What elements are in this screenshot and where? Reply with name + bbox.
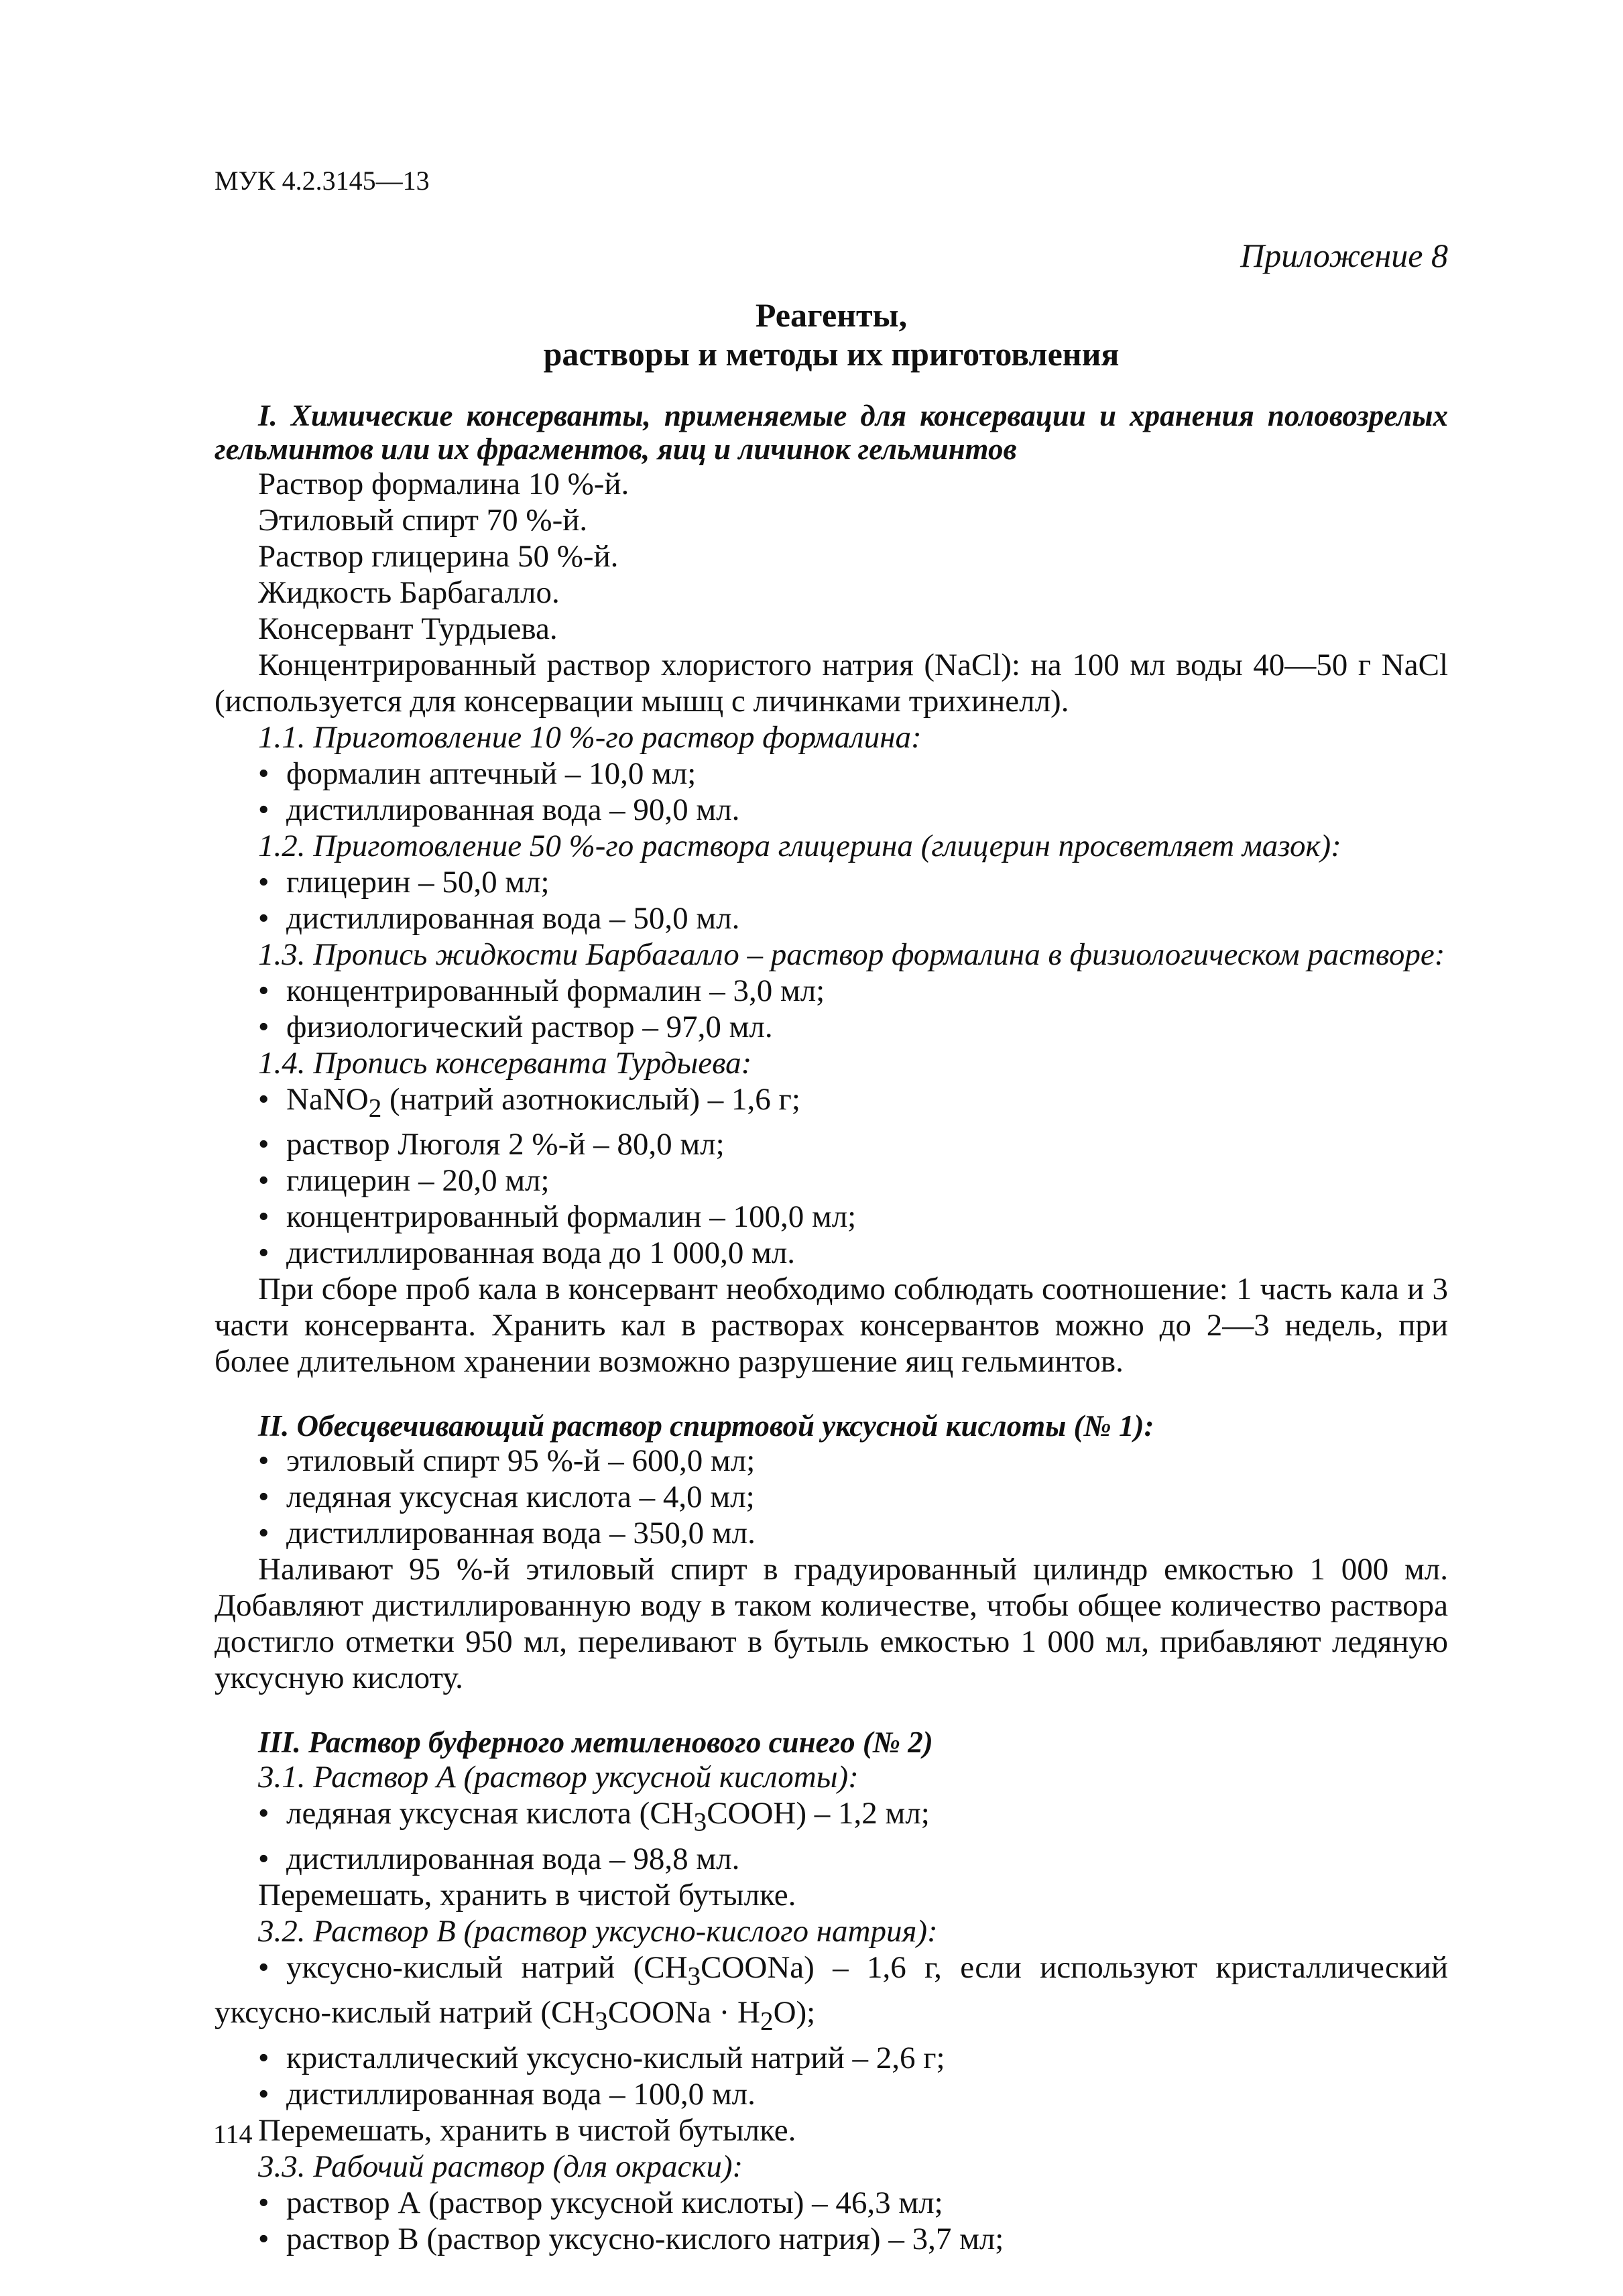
preservative-item: Жидкость Барбагалло. <box>258 575 560 610</box>
bullet-marker: • <box>258 1163 269 1199</box>
bullet-marker: • <box>258 1010 269 1044</box>
list-item: • раствор Люголя 2 %-й – 80,0 мл; <box>258 1127 725 1162</box>
bullet-marker: • <box>258 1082 269 1117</box>
bullet-marker: • <box>258 1841 269 1876</box>
section-spacer <box>215 1380 1448 1409</box>
list-item: • дистиллированная вода – 50,0 мл. <box>258 901 740 936</box>
list-item: • физиологический раствор – 97,0 мл. <box>258 1010 773 1044</box>
subsection-1-1-heading: 1.1. Приготовление 10 %-го раствор формалина: <box>258 720 922 755</box>
bullet-marker: • <box>258 1235 269 1271</box>
bullet-marker: • <box>258 2076 269 2112</box>
subsection-1-4-heading: 1.4. Пропись консерванта Турдыева: <box>258 1046 752 1081</box>
bullet-marker: • <box>258 756 269 791</box>
document-code: МУК 4.2.3145—13 <box>215 166 430 196</box>
bullet-marker: • <box>258 2221 269 2256</box>
bullet-marker: • <box>258 973 269 1008</box>
list-item: • кристаллический уксусно-кислый натрий – 2,6 г; <box>258 2040 945 2075</box>
bullet-marker: • <box>258 2040 269 2075</box>
list-item: • глицерин – 20,0 мл; <box>258 1163 550 1199</box>
list-item: • глицерин – 50,0 мл; <box>258 865 550 900</box>
bullet-marker: • <box>258 901 269 936</box>
list-item: • раствор А (раствор уксусной кислоты) – 46,3 мл; <box>258 2185 943 2220</box>
section-1-heading: I. Химические консерванты, применяемые для консервации и хранения половозрелых гельминтов или их фрагментов, яиц и личинок гельминтов <box>215 399 1448 466</box>
list-item: • дистиллированная вода – 98,8 мл. <box>258 1841 740 1876</box>
subsection-3-3-heading: 3.3. Рабочий раствор (для окраски): <box>258 2149 743 2184</box>
list-item: • дистиллированная вода до 1 000,0 мл. <box>258 1235 796 1271</box>
list-item: • ледяная уксусная кислота $(CH_3COOH) - 1,2$ мл; <box>258 1796 930 1837</box>
subsection-3-2-heading: 3.2. Раствор В (раствор уксусно-кислого натрия): <box>258 1913 938 1949</box>
list-item: • NaNO$_2$ (натрий азотнокислый) – 1,6 г; <box>258 1082 800 1123</box>
bullet-marker: • <box>258 1479 269 1515</box>
bullet-marker: • <box>258 1127 269 1162</box>
bullet-marker: • <box>258 2185 269 2220</box>
bullet-marker: • <box>258 1796 269 1831</box>
list-item: • этиловый спирт 95 %-й – 600,0 мл; <box>258 1443 756 1479</box>
bullet-marker: • <box>258 1516 269 1551</box>
title-line-2: растворы и методы их приготовления <box>543 335 1120 373</box>
mix-note: Перемешать, хранить в чистой бутылке. <box>258 2112 796 2148</box>
document-page <box>215 164 1448 2257</box>
mix-note: Перемешать, хранить в чистой бутылке. <box>258 1877 796 1913</box>
subsection-1-3-heading: 1.3. Пропись жидкости Барбагалло – раствор формалина в физиологическом растворе: <box>258 937 1445 972</box>
list-item: • дистиллированная вода – 100,0 мл. <box>258 2076 756 2112</box>
list-item: • дистиллированная вода – 350,0 мл. <box>258 1516 756 1551</box>
list-item: • концентрированный формалин – 100,0 мл; <box>258 1199 857 1235</box>
bullet-marker: • <box>258 865 269 900</box>
nacl-paragraph: Концентрированный раствор хлористого натрия (NaCl): на 100 мл воды 40—50 г NaCl (используется для консервации мышц с личинками трихинелл). <box>215 648 1448 719</box>
storage-paragraph: При сборе проб кала в консервант необходимо соблюдать соотношение: 1 часть кала и 3 части консерванта. Хранить кал в растворах консервантов можно до 2—3 недель, при более длительном хранении возможно разрушение яиц гельминтов. <box>215 1272 1448 1380</box>
section-spacer <box>215 1696 1448 1726</box>
list-item: • уксусно-кислый натрий $(CH_3COONa) - 1,6$ г, если используют кристаллический уксусно-кислый натрий $(CH_3COONa \cdot H_2O)$; <box>215 1949 1449 2036</box>
subsection-1-2-heading: 1.2. Приготовление 50 %-го раствора глицерина (глицерин просветляет мазок): <box>258 829 1341 863</box>
bullet-marker: • <box>258 792 269 827</box>
preservative-item: Раствор формалина 10 %-й. <box>258 467 629 501</box>
title-line-1: Реагенты, <box>755 296 908 334</box>
list-item: • дистиллированная вода – 90,0 мл. <box>258 792 740 827</box>
page-title <box>215 296 1448 373</box>
bullet-marker: • <box>258 1443 269 1479</box>
section-2-paragraph: Наливают 95 %-й этиловый спирт в градуированный цилиндр емкостью 1 000 мл. Добавляют дистиллированную воду в таком количестве, чтобы общее количество раствора достигло отметки 950 мл, переливают в бутыль емкостью 1 000 мл, прибавляют ледяную уксусную кислоту. <box>215 1552 1448 1696</box>
bullet-marker: • <box>258 1199 269 1235</box>
bullet-marker: • <box>258 1949 269 1985</box>
list-item: • раствор В (раствор уксусно-кислого натрия) – 3,7 мл; <box>258 2221 1004 2256</box>
section-2-heading: II. Обесцвечивающий раствор спиртовой уксусной кислоты (№ 1): <box>258 1409 1154 1443</box>
list-item: • формалин аптечный – 10,0 мл; <box>258 756 697 791</box>
preservative-item: Этиловый спирт 70 %-й. <box>258 503 588 538</box>
preservative-item: Раствор глицерина 50 %-й. <box>258 539 619 574</box>
section-3-heading: III. Раствор буферного метиленового синего (№ 2) <box>258 1726 933 1760</box>
subsection-3-1-heading: 3.1. Раствор А (раствор уксусной кислоты): <box>258 1760 859 1795</box>
appendix-label: Приложение 8 <box>1240 237 1448 274</box>
list-item: • ледяная уксусная кислота – 4,0 мл; <box>258 1479 755 1515</box>
list-item: • концентрированный формалин – 3,0 мл; <box>258 973 825 1008</box>
preservative-item: Консервант Турдыева. <box>258 611 558 646</box>
page-number: 114 <box>213 2119 253 2149</box>
